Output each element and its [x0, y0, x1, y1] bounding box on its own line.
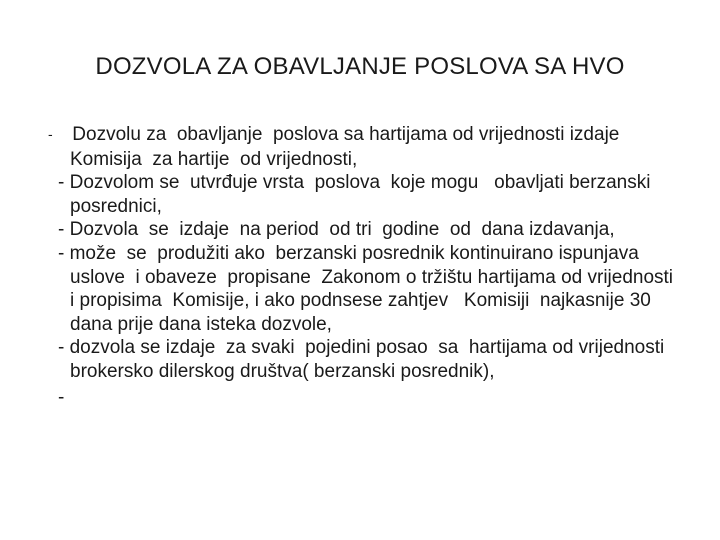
bullet-dash: -	[58, 172, 65, 194]
bullet-dash: -	[58, 219, 65, 241]
slide-title: DOZVOLA ZA OBAVLJANJE POSLOVA SA HVO	[95, 53, 625, 80]
bullet-item	[48, 171, 688, 218]
bullet-text: Dozvola se izdaje na period od tri godine od dana izdavanja,	[69, 219, 615, 241]
bullet-text: Dozvolu za obavljanje poslova sa hartijama od vrijednosti izdaje Komisija za hartije od vrijednosti,	[70, 124, 636, 170]
slide-body	[48, 123, 688, 428]
bullet-item	[48, 242, 688, 336]
bullet-text: Dozvolom se utvrđuje vrsta poslova koje mogu obavljati berzanski posrednici,	[69, 172, 661, 217]
bullet-dash: -	[58, 242, 65, 264]
bullet-item	[48, 336, 688, 383]
bullet-item	[48, 123, 688, 171]
bullet-text: dozvola se izdaje za svaki pojedini posao sa hartijama od vrijednosti brokersko dilerskog društva( berzanski posrednik),	[69, 337, 675, 382]
bullet-text: može se produžiti ako berzanski posrednik kontinuirano ispunjava uslove i obaveze propisane Zakonom o tržištu hartijama od vrijednosti i propisima Komisije, i ako podnsese zahtjev Komisiji najkasnije 30 dana prije dana isteka dozvole,	[69, 242, 689, 335]
trailing-dash: -	[58, 386, 65, 408]
bullet-item	[48, 218, 688, 242]
bullet-dash: -	[48, 126, 53, 142]
bullet-dash: -	[58, 337, 65, 359]
